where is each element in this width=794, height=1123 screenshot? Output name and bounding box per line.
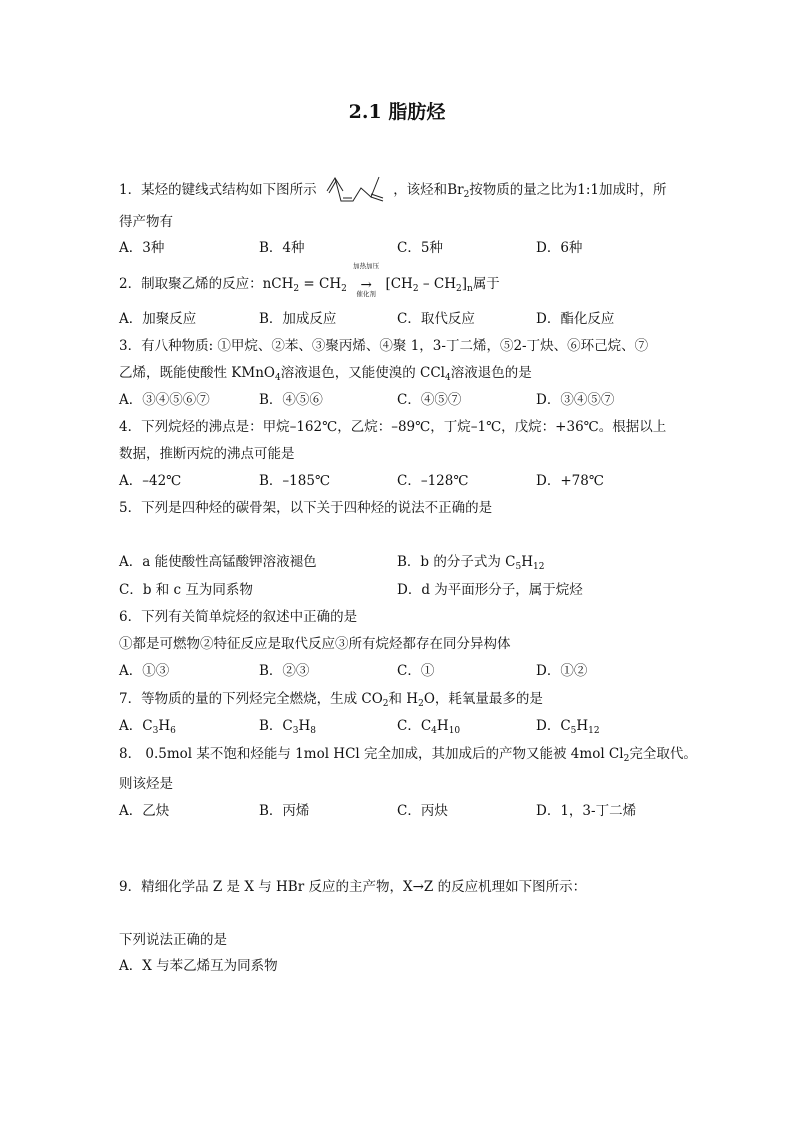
q7-option-c — [397, 716, 460, 736]
q5-option-b-h: H — [521, 554, 533, 570]
q6-option-d: D．①② — [536, 663, 588, 679]
q4-option-d: D．+78℃ — [536, 473, 604, 489]
q7-a-h-sub: 6 — [170, 726, 176, 736]
q8-option-a: A．乙炔 — [119, 803, 170, 819]
q5-option-d: D．d 为平面形分子，属于烷烃 — [397, 582, 583, 598]
q7-d-h-sub: 12 — [588, 726, 600, 736]
q7-d-label: D．C — [536, 718, 571, 734]
q2-condition-top: 加热加压 — [353, 261, 380, 270]
q7-post: O，耗氧量最多的是 — [423, 691, 543, 707]
q2-option-b: B．加成反应 — [259, 311, 337, 327]
question-3-line-1: 3．有八种物质: ①甲烷、②苯、③聚丙烯、④聚 1，3-丁二烯，⑤2-丁炔、⑥环己烷、⑦ — [119, 338, 649, 354]
q2-product-mid: – CH — [418, 276, 456, 292]
q4-option-c: C．–128℃ — [397, 473, 469, 489]
question-7-line-1 — [119, 689, 543, 709]
question-4-line-1: 4．下列烷烃的沸点是：甲烷–162℃，乙烷：–89℃，丁烷–1℃，戊烷：+36℃。根据以上 — [119, 419, 667, 435]
q1-option-b: B．4种 — [259, 240, 305, 256]
q7-option-b — [259, 716, 316, 736]
q7-b-c-sub: 3 — [292, 726, 299, 736]
q2-prefix: 2．制取聚乙烯的反应：nCH — [119, 276, 294, 292]
q7-a-c-sub: 3 — [152, 726, 159, 736]
q8-option-d: D．1，3-丁二烯 — [536, 803, 637, 819]
q5-option-c: C．b 和 c 互为同系物 — [119, 582, 253, 598]
q9-option-a: A．X 与苯乙烯互为同系物 — [119, 958, 278, 974]
question-6-line-2: ①都是可燃物②特征反应是取代反应③所有烷烃都存在同分异构体 — [119, 636, 511, 652]
q1-text-part4: 加成时，所 — [599, 182, 667, 198]
question-9-line-2: 下列说法正确的是 — [119, 932, 227, 948]
q5-option-b-sub-1: 5 — [515, 562, 522, 572]
question-3-line-2 — [119, 363, 532, 383]
question-9-line-1: 9．精细化学品 Z 是 X 与 HBr 反应的主产物，X→Z 的反应机理如下图所示： — [119, 879, 587, 895]
q7-a-label: A．C — [119, 718, 153, 734]
q2-product-open: [CH — [385, 276, 413, 292]
q8-text-b: 完全取代。 — [629, 746, 697, 762]
question-8-line-2: 则该烃是 — [119, 776, 173, 792]
question-8-line-1 — [119, 744, 697, 764]
q7-option-d — [536, 716, 600, 736]
q6-option-c: C．① — [397, 663, 435, 679]
q3-option-c: C．④⑤⑦ — [397, 392, 462, 408]
q7-d-c-sub: 5 — [570, 726, 577, 736]
q6-option-a: A．①③ — [119, 663, 170, 679]
q1-option-d: D．6种 — [536, 240, 583, 256]
q4-option-b: B．–185℃ — [259, 473, 331, 489]
q8-option-b: B．丙烯 — [259, 803, 310, 819]
q3-option-a: A．③④⑤⑥⑦ — [119, 392, 210, 408]
arrow-icon: → — [360, 276, 372, 293]
q3-text-b: 溶液退色，又能使溴的 CCl — [280, 365, 445, 381]
q7-b-h: H — [298, 718, 311, 734]
q3-sub-1: 4 — [274, 373, 281, 383]
skeletal-structure-image — [325, 173, 385, 203]
q3-text-c: 溶液退色的是 — [450, 365, 532, 381]
q2-polymer-n: n — [467, 284, 473, 294]
question-1-line-1 — [119, 173, 667, 203]
q1-option-c: C．5种 — [397, 240, 443, 256]
q7-b-h-sub: 8 — [310, 726, 316, 736]
q5-option-b-sub-2: 12 — [533, 562, 545, 572]
q1-text-part3: 按物质的量之比为 — [469, 182, 578, 198]
q2-option-c: C．取代反应 — [397, 311, 475, 327]
q8-sub-1: 2 — [623, 754, 630, 764]
q3-option-b: B．④⑤⑥ — [259, 392, 323, 408]
q2-product-close: ] — [461, 276, 468, 292]
q7-pre: 7．等物质的量的下列烃完全燃烧，生成 CO — [119, 691, 383, 707]
question-4-line-2: 数据，推断丙烷的沸点可能是 — [119, 446, 295, 462]
q7-c-label: C．C — [397, 718, 432, 734]
q1-text-part2: ，该烃和 — [393, 182, 448, 198]
q7-sub-1: 2 — [382, 699, 389, 709]
q3-sub-2: 4 — [444, 373, 451, 383]
q6-option-b: B．②③ — [259, 663, 310, 679]
q5-option-b — [397, 552, 544, 572]
q2-sub-2: 2 — [341, 284, 347, 294]
q7-b-label: B．C — [259, 718, 293, 734]
q7-c-c-sub: 4 — [431, 726, 437, 736]
q2-sub-1: 2 — [293, 284, 300, 294]
q2-sub-4: 2 — [456, 284, 462, 294]
q7-d-h: H — [576, 718, 589, 734]
q1-br: Br — [447, 182, 464, 198]
q1-br-sub: 2 — [463, 190, 470, 200]
question-6-line-1: 6．下列有关简单烷烃的叙述中正确的是 — [119, 609, 358, 625]
q2-condition-bottom: 催化剂 — [356, 289, 376, 298]
q5-option-b-text: B．b 的分子式为 C — [397, 554, 516, 570]
q5-option-a: A．a 能使酸性高锰酸钾溶液褪色 — [119, 554, 317, 570]
q8-option-c: C．丙炔 — [397, 803, 448, 819]
question-1-line-2: 得产物有 — [119, 214, 173, 230]
q1-ratio: 1:1 — [577, 182, 600, 198]
q7-option-a — [119, 716, 176, 736]
q2-sub-3: 2 — [412, 284, 419, 294]
q7-a-h: H — [158, 718, 171, 734]
q3-text-a: 乙烯，既能使酸性 KMnO — [119, 365, 275, 381]
page-title: 2.1 脂肪烃 — [348, 101, 446, 123]
q1-text-part1: 1．某烃的键线式结构如下图所示 — [119, 182, 317, 198]
q2-suffix: 属于 — [472, 276, 500, 292]
q2-eq: = CH — [299, 276, 342, 292]
q1-option-a: A．3种 — [119, 240, 165, 256]
q7-mid: 和 H — [388, 691, 419, 707]
q2-option-d: D．酯化反应 — [536, 311, 615, 327]
q7-sub-2: 2 — [418, 699, 424, 709]
question-5-line-1: 5．下列是四种烃的碳骨架，以下关于四种烃的说法不正确的是 — [119, 500, 493, 516]
q2-option-a: A．加聚反应 — [119, 311, 197, 327]
question-2-line-1 — [119, 261, 500, 298]
q3-option-d: D．③④⑤⑦ — [536, 392, 615, 408]
reaction-arrow — [351, 261, 381, 298]
q7-c-h: H — [436, 718, 449, 734]
q8-text-a: 8． 0.5mol 某不饱和烃能与 1mol HCl 完全加成，其加成后的产物又能被 4mol Cl — [119, 746, 624, 762]
q7-c-h-sub: 10 — [448, 726, 461, 736]
q4-option-a: A．–42℃ — [119, 473, 182, 489]
